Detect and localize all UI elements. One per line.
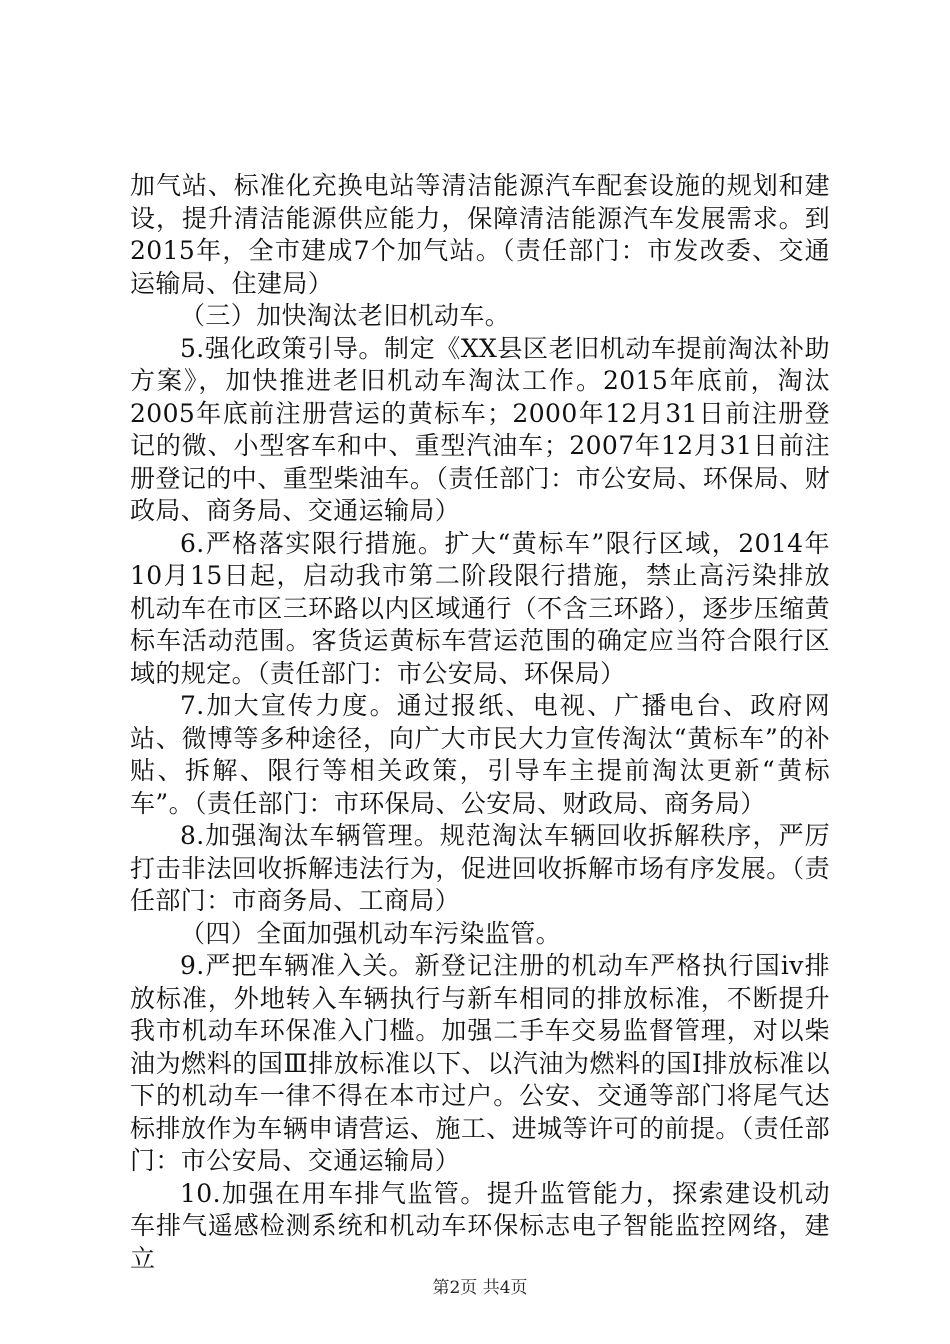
paragraph-item-5: 5.强化政策引导。制定《XX县区老旧机动车提前淘汰补助方案》，加快推进老旧机动车淘汰工作。2015年底前，淘汰2005年底前注册营运的黄标车；2000年12月31日前注册登记的微、小型客车和中、重型汽油车；2007年12月31日前注册登记的中、重型柴油车。（责任部门：市公安局、环保局、财政局、商务局、交通运输局）: [130, 333, 830, 525]
paragraph-item-10: 10.加强在用车排气监管。提升监管能力，探索建设机动车排气遥感检测系统和机动车环保标志电子智能监控网络，建立: [130, 1178, 830, 1273]
paragraph-item-9: 9.严把车辆准入关。新登记注册的机动车严格执行国iv排放标准，外地转入车辆执行与新车相同的排放标准，不断提升我市机动车环保准入门槛。加强二手车交易监督管理，对以柴油为燃料的国Ⅲ排放标准以下、以汽油为燃料的国Ⅰ排放标准以下的机动车一律不得在本市过户。公安、交通等部门将尾气达标排放作为车辆申请营运、施工、进城等许可的前提。（责任部门：市公安局、交通运输局）: [130, 951, 830, 1175]
paragraph-item-7: 7.加大宣传力度。通过报纸、电视、广播电台、政府网站、微博等多种途径，向广大市民大力宣传淘汰“黄标车”的补贴、拆解、限行等相关政策，引导车主提前淘汰更新“黄标车”。（责任部门：市环保局、公安局、财政局、商务局）: [130, 691, 830, 818]
document-page: [130, 0, 830, 1344]
document-body: [130, 170, 830, 1275]
paragraph-item-6: 6.严格落实限行措施。扩大“黄标车”限行区域，2014年10月15日起，启动我市第二阶段限行措施，禁止高污染排放机动车在市区三环路以内区域通行（不含三环路），逐步压缩黄标车活动范围。客货运黄标车营运范围的确定应当符合限行区域的规定。（责任部门：市公安局、环保局）: [130, 528, 830, 688]
paragraph-item-8: 8.加强淘汰车辆管理。规范淘汰车辆回收拆解秩序，严厉打击非法回收拆解违法行为，促进回收拆解市场有序发展。（责任部门：市商务局、工商局）: [130, 821, 830, 915]
section-heading-4: （四）全面加强机动车污染监管。: [180, 918, 562, 948]
section-heading-3: （三）加快淘汰老旧机动车。: [180, 301, 511, 330]
paragraph-continuation: 加气站、标准化充换电站等清洁能源汽车配套设施的规划和建设，提升清洁能源供应能力，保障清洁能源汽车发展需求。到2015年，全市建成7个加气站。（责任部门：市发改委、交通运输局、住建局）: [130, 171, 830, 298]
page-footer: 第2页 共4页: [432, 1278, 528, 1298]
